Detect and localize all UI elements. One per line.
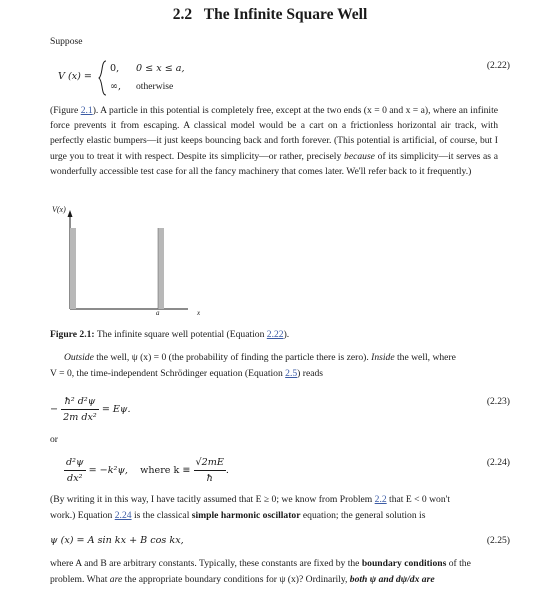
eq222-case2-value: ∞, (110, 81, 122, 92)
eq222-case1-value: 0, (110, 63, 120, 74)
eq-2-22-link[interactable]: 2.22 (266, 329, 284, 340)
left-wall (70, 228, 76, 309)
paragraph-4-line-2 (50, 572, 435, 587)
eq224-fraction (64, 455, 86, 486)
figure-ylabel: V(x) (52, 205, 66, 214)
eq222-case1-cond: 0 ≤ x ≤ a, (136, 63, 185, 74)
paragraph-3-line-1 (50, 492, 450, 507)
eq222-lhs: V (x) = (58, 71, 92, 82)
eq224-num: d²ψ (64, 455, 86, 471)
eq224-number: (2.24) (486, 457, 510, 468)
paragraph-2-line-1 (64, 350, 456, 365)
para3-t3: work.) Equation (50, 510, 115, 521)
problem-2-2-link[interactable]: 2.2 (374, 494, 387, 505)
eq224-end: . (225, 465, 229, 477)
para3-t4: is the classical (131, 510, 192, 521)
equation-2-25: ψ (x) = A sin kx + B cos kx, (50, 535, 184, 546)
para4-t4: the appropriate boundary conditions for ψ (x)? Ordinarily, (122, 574, 350, 585)
eq222-case2-cond: otherwise (136, 81, 174, 92)
eq224-k-fraction (194, 455, 226, 486)
figure-2-1-link[interactable]: 2.1 (80, 105, 93, 116)
figure-caption (50, 327, 289, 342)
para4-t1: where A and B are arbitrary constants. Typically, these constants are fixed by the (50, 558, 362, 569)
boundary-conditions-term: boundary conditions (361, 558, 447, 569)
para2-t1: the well, ψ (x) = 0 (the probability of finding the particle there is zero). (93, 352, 372, 363)
are-emph: are (109, 574, 123, 585)
paragraph-2-line-2 (50, 366, 323, 381)
para4-t3: problem. What (50, 574, 110, 585)
figure-x-label: x (197, 309, 201, 317)
eq223-num: ħ² d²ψ (61, 394, 99, 410)
eq224-kden: ħ (206, 473, 213, 485)
paragraph-4-line-1 (50, 556, 471, 571)
left-brace (98, 60, 108, 96)
eq224-mid: = −k²ψ, (88, 465, 128, 477)
eq225-number: (2.25) (486, 535, 510, 546)
section-title: The Infinite Square Well (203, 6, 368, 23)
para2-line2a: V = 0, the time-independent Schrödinger equation (Equation (50, 368, 286, 379)
para1-text2: of its simplicity—it serves as a wonderfully accessible test case for all the fancy machinery that comes later. We'll refer back to it frequently.) (50, 150, 498, 177)
caption-label: Figure 2.1: (50, 329, 95, 340)
para4-t2: of the (446, 558, 471, 569)
inside-word: Inside (371, 352, 395, 363)
eq224-den: dx² (67, 473, 83, 485)
intro-text: Suppose (50, 36, 83, 47)
eq224-knum: √2mE (194, 455, 226, 471)
figure-a-label: a (156, 309, 160, 317)
eq223-minus: − (50, 404, 59, 416)
sho-term: simple harmonic oscillator (191, 510, 301, 521)
right-wall (158, 228, 164, 309)
eq223-fraction (61, 394, 99, 425)
eq224-where: where k ≡ (140, 465, 191, 477)
para3-t2: that E < 0 won't (386, 494, 451, 505)
para1-open: (Figure (50, 105, 81, 116)
para2-line2b: ) reads (297, 368, 324, 379)
para3-t5: equation; the general solution is (300, 510, 426, 521)
both-emph: both ψ and dψ/dx are (349, 574, 435, 585)
section-number: 2.2 (172, 6, 193, 23)
eq222-number: (2.22) (486, 60, 510, 71)
paragraph-3-line-2 (50, 508, 425, 523)
equation-2-24 (64, 455, 229, 486)
para3-t1: (By writing it in this way, I have tacitly assumed that E ≥ 0; we know from Problem (50, 494, 375, 505)
y-axis-arrow (68, 210, 73, 217)
caption-text: The infinite square well potential (Equation (94, 329, 267, 340)
para1-emph: because (344, 150, 375, 162)
eq223-rhs: = Eψ. (101, 404, 131, 416)
para2-t2: the well, where (394, 352, 456, 363)
caption-end: ). (283, 329, 290, 340)
paragraph-1 (50, 103, 498, 179)
equation-2-22 (58, 60, 508, 96)
eq-2-24-link[interactable]: 2.24 (114, 510, 132, 521)
section-heading (0, 6, 540, 24)
equation-2-23 (50, 394, 131, 425)
outside-word: Outside (64, 352, 94, 363)
eq223-number: (2.23) (486, 396, 510, 407)
para1-text: ). A particle in this potential is completely free, except at the two ends (x = 0 and x = a), where an infinite force prevents it from escaping. A classical model would be a cart on a frictionless horizontal air track, with perfectly elastic bumpers—it just keeps bouncing back and forth forever. (This potential is artificial, of course, but I urge you to treat it with respect. Despite its simplicity—or rather, precisely (50, 105, 498, 162)
eq-2-5-link[interactable]: 2.5 (285, 368, 298, 379)
figure-2-1-plot (48, 205, 218, 320)
eq223-den: 2m dx² (63, 412, 97, 424)
or-text: or (50, 434, 58, 445)
